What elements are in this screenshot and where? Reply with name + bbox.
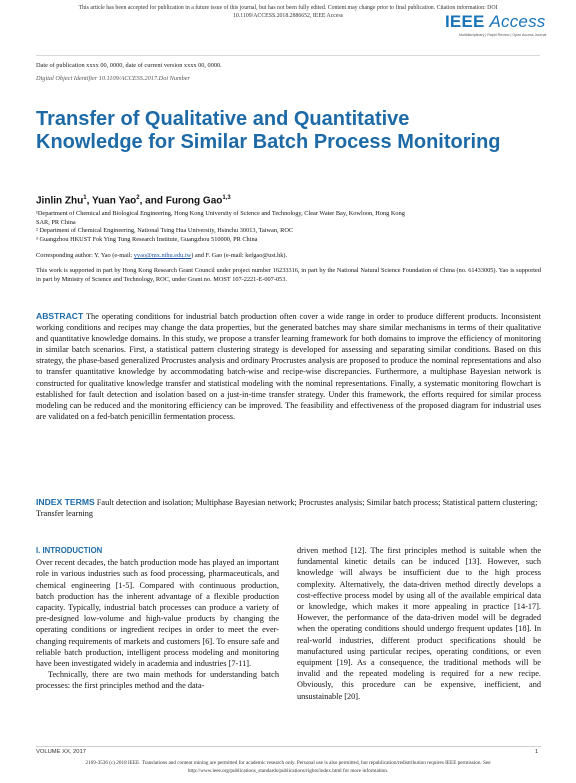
funding-statement: This work is supported in part by Hong Kong Research Grant Council under project number 16233316, in part by the National Natural Science Foundation of China (no. 61433005). Yao is supported in part by Ministry of Science and Technology, ROC, under Grant no. MOST 107-2221-E-007-053. — [36, 267, 541, 283]
logo-brand-italic: Access — [489, 12, 546, 31]
body-column-left — [36, 545, 279, 692]
page-number: 1 — [535, 749, 539, 755]
author-name: Jinlin Zhu — [36, 195, 84, 207]
logo-brand-bold: IEEE — [445, 12, 485, 31]
top-notice-line-2: 10.1109/ACCESS.2018.2886652, IEEE Access — [233, 13, 343, 19]
top-notice-line-1: This article has been accepted for publication in a future issue of this journal, but has not been fully edited. Content may change prior to final publication. Citation information: DOI — [78, 5, 498, 11]
section-heading: I. INTRODUCTION — [36, 546, 103, 555]
publication-dates: Date of publication xxxx 00, 0000, date of current version xxxx 00, 0000. — [36, 62, 222, 69]
affiliation-line: ² Department of Chemical Engineering, National Tsing Hua University, Hsinchu 30013, Taiwan, ROC — [36, 227, 294, 234]
body-column-right — [297, 545, 541, 702]
abstract-label: ABSTRACT — [36, 311, 84, 321]
copyright-line-1: 2169-3536 (c) 2018 IEEE. Translations and content mining are permitted for academic research only. Personal use is also permitted, but republication/redistribution requires IEEE permission. See — [85, 760, 491, 766]
copyright-line-2: http://www.ieee.org/publications_standards/publications/rights/index.html for more information. — [187, 767, 389, 774]
corresponding-rest: ) and F. Gao (e-mail: kefgao@ust.hk). — [191, 252, 288, 259]
logo-tagline: Multidisciplinary | Rapid Review | Open Access Journal — [459, 33, 547, 37]
author-separator: , — [86, 195, 92, 207]
header-divider — [36, 55, 540, 56]
author-separator: , and — [139, 195, 166, 207]
author-name: Furong Gao — [165, 195, 223, 207]
paragraph: driven method [12]. The first principles method is suitable when the fundamental kinetic details can be induced [13]. However, such knowledge will always be insufficient due to the high process complexity. Alternatively, the data-driven method directly develops a cost-effective process model by using all of the available empirical data or knowledge, which makes it more appealing in practice [14-17]. However, the performance of the data-driven model will be degraded when the operating conditions should undergo frequent updates [18]. In real-world industries, different product specifications should be manufactured using particular recipes, operating conditions, or even equipment [19]. As a consequence, the traditional methods will be invalid and the repeated modeling is required for a new recipe. Obviously, this procedure can be expensive, inefficient, and unsustainable [20]. — [297, 546, 541, 701]
affiliation-line: ¹Department of Chemical and Biological Engineering, Hong Kong University of Science and Technology, Clear Water Bay, Kowloon, Hong Kong — [36, 210, 405, 217]
paper-title: Transfer of Qualitative and Quantitative Knowledge for Similar Batch Process Monitoring — [36, 108, 501, 153]
affiliations — [36, 210, 526, 244]
abstract — [36, 311, 541, 422]
volume-label: VOLUME XX, 2017 — [36, 749, 86, 755]
abstract-text: The operating conditions for industrial batch production often cover a wide range in order to produce different products. Inconsistent working conditions and recipes may change the data properties, but the generated batches may share similar mechanisms in terms of their qualitative and quantitative knowledge domains. In this study, we propose a transfer learning framework for both domains to improve the efficiency of monitoring in similar batch scenarios. First, a statistical pattern clustering strategy is developed for assessing and separating similar conditions. Based on this strategy, the phase-based generalized Procrustes analysis and ordinary Procrustes analysis are proposed to produce the nominal representations and also to transfer quantitative knowledge by accommodating batch-wise and recipe-wise discrepancies. Furthermore, a multiphase Bayesian network is constructed for qualitative knowledge transfer and statistical modeling with the nominal representations. Finally, a systematic monitoring flowchart is established for fault detection and isolation based on a just-in-time transfer strategy. Under this framework, the efforts required for similar process modeling can be reduced and the monitoring efficiency can be improved. The feasibility and effectiveness of the proposed diagram for industrial uses are validated on a fed-batch penicillin fermentation process. — [36, 312, 541, 421]
corresponding-author — [36, 252, 541, 261]
index-terms — [36, 497, 541, 519]
index-terms-text: Fault detection and isolation; Multiphase Bayesian network; Procrustes analysis; Similar batch process; Statistical pattern clustering; Transfer learning — [36, 498, 538, 519]
author-affiliation-mark: 1 — [83, 195, 87, 201]
footer-divider — [36, 746, 541, 747]
email-link[interactable]: yyao@mx.nthu.edu.tw — [133, 252, 192, 259]
affiliation-line: ³ Guangzhou HKUST Fok Ying Tung Research Institute, Guangzhou 510000, PR China — [36, 235, 258, 243]
corresponding-prefix: Corresponding author: Y. Yao (e-mail: — [36, 252, 134, 259]
author-affiliation-mark: 2 — [136, 195, 140, 201]
paragraph: Technically, there are two main methods for understanding batch processes: the first principles method and the data- — [36, 670, 279, 691]
logo-brand — [445, 12, 565, 32]
author-affiliation-mark: 1,3 — [222, 195, 231, 201]
affiliation-line: SAR, PR China — [36, 218, 76, 226]
ieee-access-logo — [445, 12, 565, 42]
author-list — [36, 195, 231, 206]
paragraph: Over recent decades, the batch production mode has played an important role in various industries such as food processing, pharmaceuticals, and chemical engineering [1-5]. Compared with continuous production, batch production has the inherent advantage of a flexible production capacity. Typically, industrial batch processes can produce a variety of pre-designed low-volume and high-value products by changing the operating conditions or ingredient recipes in order to meet the ever-changing requirements of markets and customers [6]. To ensure safe and reliable batch production, intelligent process modeling and monitoring have been investigated widely in academia and industries [7-11]. — [36, 558, 279, 669]
doi-line: Digital Object Identifier 10.1109/ACCESS.2017.Doi Number — [36, 75, 190, 82]
copyright-notice — [0, 760, 576, 775]
author-name: Yuan Yao — [91, 195, 137, 207]
index-terms-label: INDEX TERMS — [36, 497, 95, 507]
